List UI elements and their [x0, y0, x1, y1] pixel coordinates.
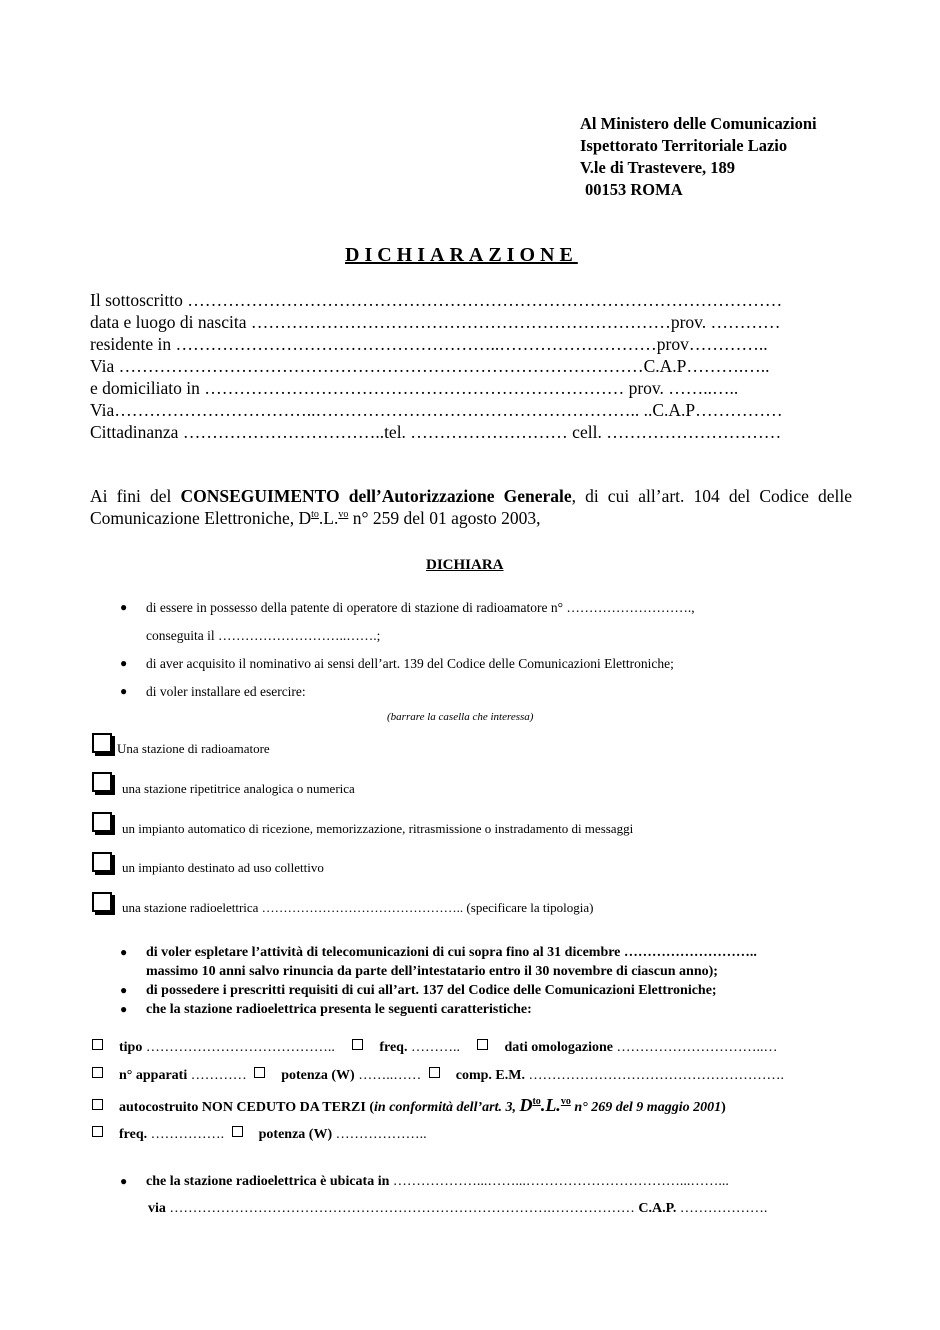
field-residenza[interactable]: residente in ………………………………………………..………………………prov…………..	[90, 334, 768, 354]
bullet-dot-icon: ●	[120, 600, 128, 614]
option-label-radioamatore: Una stazione di radioamatore	[117, 741, 270, 756]
field-via-domicilio[interactable]: Via……………………………..……………………………………………….. ..C.A.P……………	[90, 400, 783, 420]
field-nascita[interactable]: data e luogo di nascita ………………………………………………………………prov. …………	[90, 312, 781, 332]
char-row-1: tipo ………………………………….. freq. ……….. dati omologazione …………………………..…	[92, 1039, 777, 1056]
checkbox-radioamatore[interactable]	[92, 733, 112, 753]
bullet-nominativo: ● di aver acquisito il nominativo ai sensi dell’art. 139 del Codice delle Comunicazioni Elettroniche;	[120, 656, 674, 671]
bullet-ubicazione: ● che la stazione radioelettrica è ubicata in ………………...……...……………………………...……...	[120, 1174, 729, 1189]
bullet-scadenza-line2: massimo 10 anni salvo rinuncia da parte dell’intestatario entro il 30 novembre di ciascun anno);	[146, 964, 718, 979]
checkbox-uso-collettivo[interactable]	[92, 852, 112, 872]
char-row-2: n° apparati ………… potenza (W) ……..…… comp. E.M. ……………………………………………….	[92, 1067, 784, 1084]
checkbox-tipo[interactable]	[92, 1039, 103, 1050]
dichiara-heading: DICHIARA	[426, 557, 504, 573]
ubicazione-via[interactable]: via ……………………………………………………………………….……………… C.A.P. ……………….	[148, 1201, 768, 1216]
field-sottoscritto[interactable]: Il sottoscritto …………………………………………………………………………………………	[90, 290, 783, 310]
checkbox-potenza[interactable]	[254, 1067, 265, 1078]
option-label-ripetitrice: una stazione ripetitrice analogica o numerica	[122, 781, 355, 796]
field-domicilio[interactable]: e domiciliato in ……………………………………………………………… prov. ……..…..	[90, 378, 739, 398]
bullet-patente-date[interactable]: conseguita il ………………………..…….;	[146, 628, 381, 643]
bullet-dot-icon: ●	[120, 1002, 128, 1016]
checkbox-omologazione[interactable]	[477, 1039, 488, 1050]
option-label-uso-collettivo: un impianto destinato ad uso collettivo	[122, 860, 324, 875]
bullet-scadenza: ● di voler espletare l’attività di telecomunicazioni di cui sopra fino al 31 dicembre ………………………..	[120, 945, 757, 960]
bullet-dot-icon: ●	[120, 656, 128, 670]
bullet-dot-icon: ●	[120, 684, 128, 698]
option-label-radioelettrica: una stazione radioelettrica ……………………………………….. (specificare la tipologia)	[122, 900, 594, 915]
recipient-line-2: Ispettorato Territoriale Lazio	[580, 136, 788, 155]
checkbox-note: (barrare la casella che interessa)	[387, 711, 534, 723]
recipient-line-4: 00153 ROMA	[585, 180, 683, 199]
field-cittadinanza[interactable]: Cittadinanza ……………………………..tel. ……………………… cell. …………………………	[90, 422, 782, 442]
bullet-caratteristiche: ● che la stazione radioelettrica presenta le seguenti caratteristiche:	[120, 1002, 532, 1017]
recipient-line-1: Al Ministero delle Comunicazioni	[580, 114, 817, 133]
checkbox-ripetitrice[interactable]	[92, 772, 112, 792]
bullet-dot-icon: ●	[120, 945, 128, 959]
checkbox-radioelettrica[interactable]	[92, 892, 112, 912]
char-row-4: freq. ……………. potenza (W) ………………..	[92, 1126, 427, 1143]
checkbox-apparati[interactable]	[92, 1067, 103, 1078]
char-row-3: autocostruito NON CEDUTO DA TERZI (in conformità dell’art. 3, $D^{to}.L.^{vo}$ n° 269 del 9 maggio 2001)	[92, 1095, 726, 1116]
option-label-impianto-automatico: un impianto automatico di ricezione, memorizzazione, ritrasmissione o instradamento di messaggi	[122, 821, 634, 836]
bullet-dot-icon: ●	[120, 983, 128, 997]
field-via[interactable]: Via ………………………………………………………………………………C.A.P……….…..	[90, 356, 770, 376]
recipient-line-3: V.le di Trastevere, 189	[580, 158, 736, 177]
checkbox-comp-em[interactable]	[429, 1067, 440, 1078]
checkbox-potenza-2[interactable]	[232, 1126, 243, 1137]
bullet-dot-icon: ●	[120, 1174, 128, 1188]
bullet-requisiti: ● di possedere i prescritti requisiti di cui all’art. 137 del Codice delle Comunicazioni Elettroniche;	[120, 983, 717, 998]
checkbox-freq-2[interactable]	[92, 1126, 103, 1137]
checkbox-freq[interactable]	[352, 1039, 363, 1050]
intro-paragraph: Ai fini del CONSEGUIMENTO dell’Autorizzazione Generale, di cui all’art. 104 del Codice delle Comunicazione Elettroniche, $D^{to}.L.^{vo}$ n° 259 del 01 agosto 2003,	[90, 486, 852, 528]
checkbox-impianto-automatico[interactable]	[92, 812, 112, 832]
checkbox-autocostruito[interactable]	[92, 1099, 103, 1110]
bullet-installare: ● di voler installare ed esercire:	[120, 684, 306, 699]
page-title: DICHIARAZIONE	[345, 244, 578, 266]
bullet-patente: ● di essere in possesso della patente di operatore di stazione di radioamatore n° ……………………….,	[120, 600, 695, 615]
